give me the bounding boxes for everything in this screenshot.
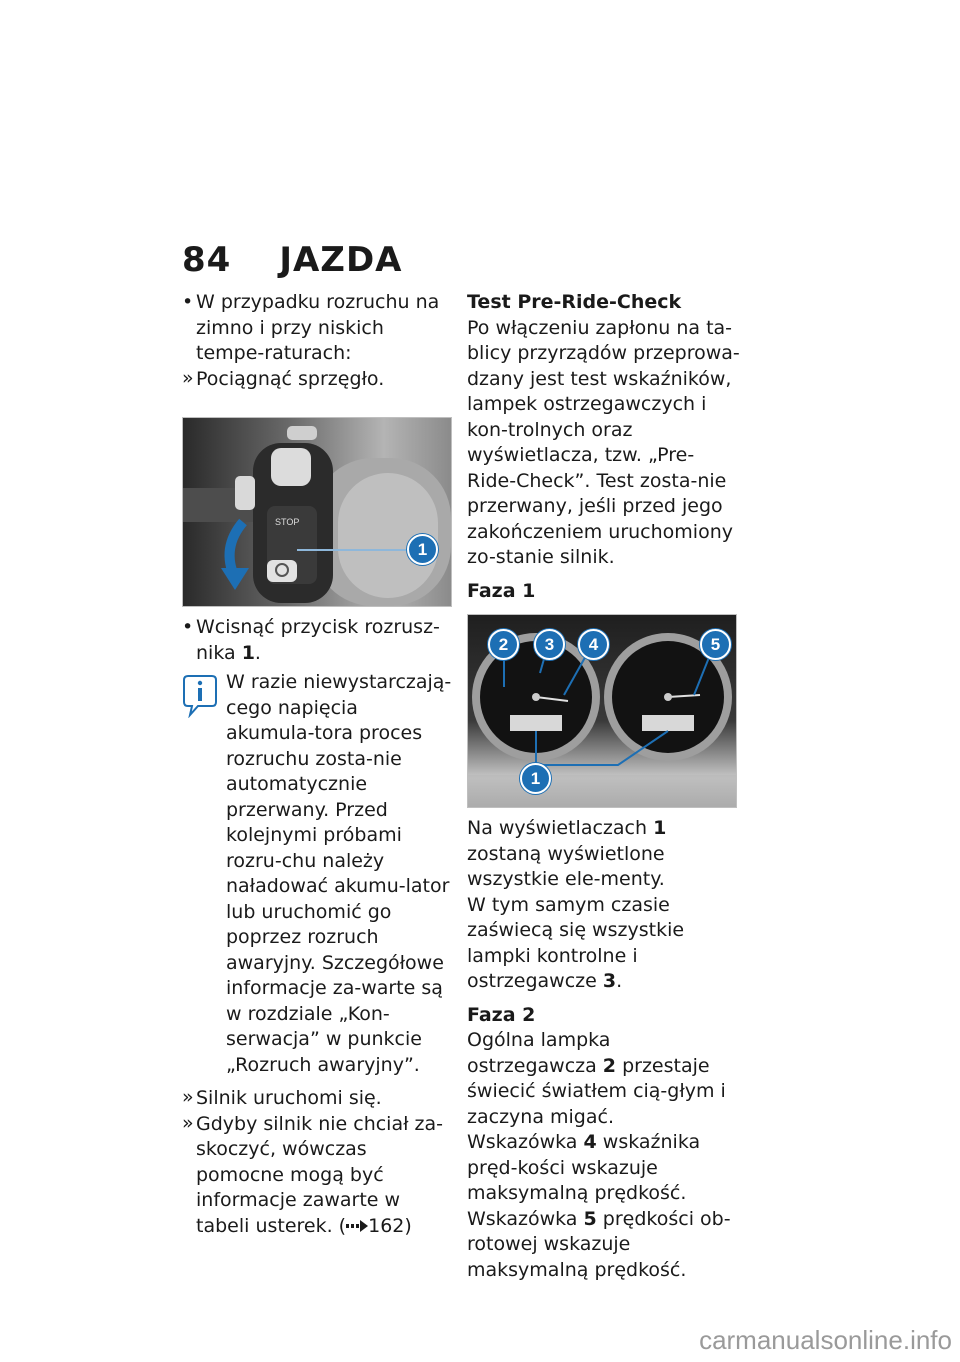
phase-1-displays-ref: 1 [653,817,667,839]
left-column [182,290,452,1239]
phase-1-displays-post: zostaną wyświetlone wszystkie ele-menty. [467,842,665,890]
press-starter-text: Wcisnąć przycisk rozrusz-nika [196,616,440,664]
callout-1: 1 [407,534,438,565]
phase-1-heading: Faza 1 [467,579,536,602]
page-header [182,240,402,280]
callout-2: 2 [488,629,519,660]
cold-start-bullet: • W przypadku rozruchu na zimno i przy niskich tempe-raturach: [182,290,452,367]
phase-2-heading: Faza 2 [467,1003,536,1026]
press-starter-ref: 1 [241,641,255,664]
fault-table-hint [182,1112,452,1240]
phase-1-lamps-ref: 3 [602,970,617,992]
phase-2-warning-text [467,1028,742,1130]
phase-2-rev-pre: Wskazówka [467,1207,584,1230]
section-title: JAZDA [279,240,403,280]
info-icon [182,672,218,718]
battery-note [182,670,452,1078]
phase-1-lamps-post: . [616,970,623,992]
clutch-action: » Pociągnąć sprzęgło. [182,367,452,393]
phase-2-speedo-text [467,1130,742,1207]
instrument-cluster-figure [467,614,737,808]
phase-2-rev-post: prędkości ob-rotowej wskazuje maksymalną prędkość. [467,1207,731,1281]
phase-2-rev-text [467,1207,742,1284]
watermark-text: carmanualsonline.info [699,1325,952,1355]
fault-table-text: Gdyby silnik nie chciał za-skoczyć, wówczas pomocne mogą być informacje zawarte w tabeli usterek. ( [196,1112,444,1237]
phase-2-speedo-post: wskaźnika pręd-kości wskazuje maksymalną prędkość. [467,1131,701,1204]
phase-2-warning-post: przestaje świecić światłem cią-głym i zaczyna migać. [467,1054,726,1128]
handlebar-switch-illustration [183,418,451,606]
phase-1-lamps-text [467,893,742,995]
press-starter-bullet [182,615,452,666]
callout-1-displays: 1 [520,763,551,794]
pre-ride-check-heading: Test Pre-Ride-Check [467,291,682,313]
pre-ride-check-intro: Po włączeniu zapłonu na ta-blicy przyrządów przeprowa-dzany jest test wskaźników, lampek ostrzegawczych i kon-trolnych oraz wyświetlacza, tzw. „Pre-Ride-Check”. Test zosta-nie przerwany, jeśli przed jego zakończeniem uruchomiony zo-stanie silnik. [467,316,740,568]
fault-table-end: ) [404,1214,412,1237]
phase-1-lamps-pre: W tym samym czasie zaświecą się wszystkie lampki kontrolne i ostrzegawcze [467,893,685,992]
phase-1-displays-pre: Na wyświetlaczach [467,817,654,839]
callout-5: 5 [700,629,731,660]
phase-2-warning-pre: Ogólna lampka ostrzegawcza [467,1029,611,1077]
phase-2-speedo-pre: Wskazówka [467,1131,584,1153]
phase-1-displays-text [467,816,742,893]
press-starter-end: . [254,641,261,664]
phase-2-speedo-ref: 4 [583,1131,597,1153]
battery-note-text: W razie niewystarczają-cego napięcia akumula-tora proces rozruchu zosta-nie automatycznie przerwany. Przed kolejnymi próbami rozru-chu należy naładować akumu-lator lub uruchomić go poprzez rozruch awaryjny. Szczegółowe informacje za-warte są w rozdziale „Kon-serwacja” w punkcie „Rozruch awaryjny”. [226,671,452,1076]
callout-4: 4 [578,629,609,660]
phase-2-warning-ref: 2 [602,1054,617,1077]
right-column [467,290,742,1283]
callout-3: 3 [534,629,565,660]
starter-switch-figure [182,417,452,607]
page-reference-arrow-icon [346,1219,368,1233]
phase-2-rev-ref: 5 [583,1207,597,1230]
fault-table-page-ref[interactable]: 162 [368,1214,405,1237]
engine-starts-result: » Silnik uruchomi się. [182,1086,452,1112]
switch-label-stop: STOP [275,517,300,527]
page-number: 84 [182,240,232,280]
